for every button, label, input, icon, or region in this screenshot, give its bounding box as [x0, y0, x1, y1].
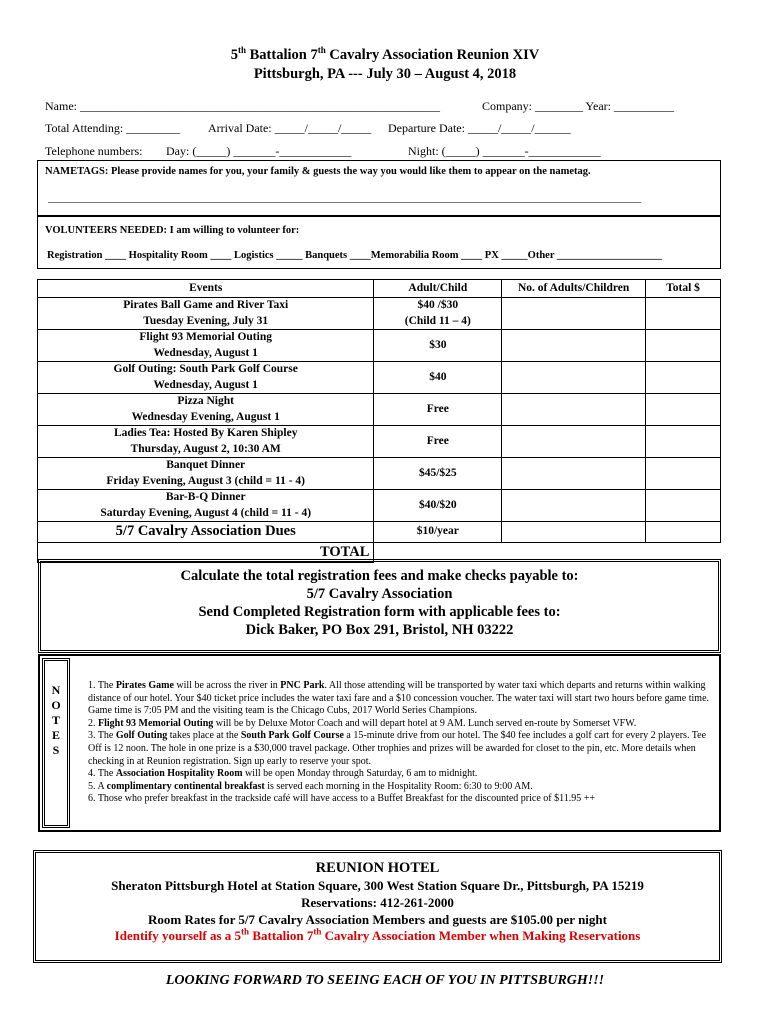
- note-4: 4. The Association Hospitality Room will be open Monday through Saturday, 6 am to midnight.: [88, 768, 478, 780]
- total-attending-field[interactable]: Total Attending: _________: [45, 121, 181, 135]
- total-input[interactable]: [646, 522, 721, 543]
- volunteer-options[interactable]: Registration ____ Hospitality Room ____ Logistics _____ Banquets ____Memorabilia Room ____ PX _____Other ____________________: [47, 250, 662, 261]
- total-input[interactable]: [646, 458, 721, 490]
- notes-side-label: N O T E S: [42, 658, 70, 828]
- event-cell: Pirates Ball Game and River Taxi Tuesday Evening, July 31: [38, 298, 374, 330]
- price-cell: $30: [374, 330, 502, 362]
- table-row: [38, 330, 721, 362]
- table-row: [38, 394, 721, 426]
- event-cell: Pizza Night Wednesday Evening, August 1: [38, 394, 374, 426]
- price-cell: $45/$25: [374, 458, 502, 490]
- price-cell: Free: [374, 394, 502, 426]
- count-input[interactable]: [502, 298, 646, 330]
- total-input[interactable]: [646, 298, 721, 330]
- header-events: Events: [38, 280, 374, 298]
- table-row-dues: [38, 522, 721, 543]
- price-cell: $40/$20: [374, 490, 502, 522]
- day-phone-field[interactable]: Day: (_____) _______-____________: [166, 144, 352, 158]
- payment-line-2: 5/7 Cavalry Association: [306, 586, 453, 602]
- hotel-room-rates: Room Rates for 5/7 Cavalry Association Members and guests are $105.00 per night: [148, 912, 607, 927]
- header-adult-child: Adult/Child: [374, 280, 502, 298]
- hotel-title: REUNION HOTEL: [315, 860, 440, 876]
- count-input[interactable]: [502, 362, 646, 394]
- table-header-row: [38, 280, 721, 298]
- telephone-label: Telephone numbers:: [45, 144, 143, 158]
- volunteers-box: [37, 216, 721, 269]
- dues-label: 5/7 Cavalry Association Dues: [38, 522, 374, 543]
- page-title: 5th Battalion 7th Cavalry Association Reunion XIV: [230, 45, 540, 63]
- event-cell: Ladies Tea: Hosted By Karen Shipley Thursday, August 2, 10:30 AM: [38, 426, 374, 458]
- price-cell: Free: [374, 426, 502, 458]
- note-2: 2. Flight 93 Memorial Outing will be by Deluxe Motor Coach and will depart hotel at 9 AM. Lunch served en-route by Somerset VFW.: [88, 717, 637, 729]
- payment-box: [38, 559, 721, 653]
- header-count: No. of Adults/Children: [502, 280, 646, 298]
- hotel-identify-note: Identify yourself as a 5th Battalion 7th Cavalry Association Member when Making Reservations: [114, 926, 641, 943]
- name-field[interactable]: Name: ____________________________________________________________: [45, 99, 440, 113]
- count-input[interactable]: [502, 330, 646, 362]
- page-subtitle: Pittsburgh, PA --- July 30 – August 4, 2018: [253, 66, 517, 82]
- table-row: [38, 298, 721, 330]
- total-input[interactable]: [646, 362, 721, 394]
- total-label: TOTAL: [38, 543, 374, 563]
- volunteers-label: VOLUNTEERS NEEDED: I am willing to volunteer for:: [45, 225, 300, 236]
- note-1: 1. The Pirates Game will be across the river in PNC Park. All those attending will be transported by water taxi which departs and returns within walking distance of our hotel. Your $40 ticket price includes the water taxi fare and a $10 concession voucher. The water taxi will start two hours before game time. Game time is 7:05 PM and the visiting team is the Chicago Cubs, 2017 World Series Champions.: [88, 680, 710, 717]
- notes-box: [38, 654, 721, 832]
- count-input[interactable]: [502, 490, 646, 522]
- hotel-box: [33, 850, 722, 963]
- note-6: 6. Those who prefer breakfast in the trackside café will have access to a Buffet Breakfast for the discounted price of $11.95 ++: [88, 793, 596, 805]
- event-cell: Golf Outing: South Park Golf Course Wednesday, August 1: [38, 362, 374, 394]
- payment-line-3: Send Completed Registration form with applicable fees to:: [198, 604, 561, 620]
- total-input[interactable]: [646, 426, 721, 458]
- total-input[interactable]: [646, 394, 721, 426]
- count-input[interactable]: [502, 394, 646, 426]
- event-cell: Bar-B-Q Dinner Saturday Evening, August 4 (child = 11 - 4): [38, 490, 374, 522]
- note-5: 5. A complimentary continental breakfast is served each morning in the Hospitality Room: 6:30 to 9:00 AM.: [88, 780, 533, 792]
- total-input[interactable]: [646, 490, 721, 522]
- night-phone-field[interactable]: Night: (_____) _______-____________: [408, 144, 601, 158]
- footer-message: LOOKING FORWARD TO SEEING EACH OF YOU IN PITTSBURGH!!!: [165, 973, 605, 988]
- price-cell: $40 /$30 (Child 11 – 4): [374, 298, 502, 330]
- nametags-box: [37, 160, 721, 216]
- count-input[interactable]: [502, 426, 646, 458]
- count-input[interactable]: [502, 522, 646, 543]
- price-cell: $40: [374, 362, 502, 394]
- hotel-reservations: Reservations: 412-261-2000: [301, 895, 454, 910]
- event-cell: Banquet Dinner Friday Evening, August 3 (child = 11 - 4): [38, 458, 374, 490]
- nametags-label: NAMETAGS: Please provide names for you, your family & guests the way you would like them to appear on the nametag.: [45, 166, 591, 177]
- event-cell: Flight 93 Memorial Outing Wednesday, August 1: [38, 330, 374, 362]
- notes-text: [88, 680, 720, 806]
- table-row: [38, 362, 721, 394]
- arrival-date-field[interactable]: Arrival Date: _____/_____/_____: [208, 121, 372, 135]
- total-input[interactable]: [646, 330, 721, 362]
- table-row: [38, 426, 721, 458]
- payment-address: Dick Baker, PO Box 291, Bristol, NH 03222: [245, 622, 514, 638]
- events-table: [37, 279, 721, 563]
- hotel-address: Sheraton Pittsburgh Hotel at Station Square, 300 West Station Square Dr., Pittsburgh, PA 15219: [111, 878, 644, 893]
- header-total: Total $: [646, 280, 721, 298]
- payment-line-1: Calculate the total registration fees and make checks payable to:: [180, 568, 579, 584]
- note-3: 3. The Golf Outing takes place at the South Park Golf Course a 15-minute drive from our hotel. The $40 fee includes a golf cart for every 2 players. Tee Off is 12 noon. The hole in one prize is a $30,000 travel package. Other trophies and prizes will be awarded for closet to the pin, etc. More details when checking in at Reunion registration. Sign up early to reserve your spot.: [88, 730, 707, 767]
- table-row: [38, 490, 721, 522]
- company-year-field[interactable]: Company: ________ Year: __________: [482, 99, 674, 113]
- departure-date-field[interactable]: Departure Date: _____/_____/______: [388, 121, 571, 135]
- nametags-line[interactable]: _________________________________________________________________________________________________________________: [48, 193, 642, 204]
- table-row: [38, 458, 721, 490]
- dues-price: $10/year: [374, 522, 502, 543]
- count-input[interactable]: [502, 458, 646, 490]
